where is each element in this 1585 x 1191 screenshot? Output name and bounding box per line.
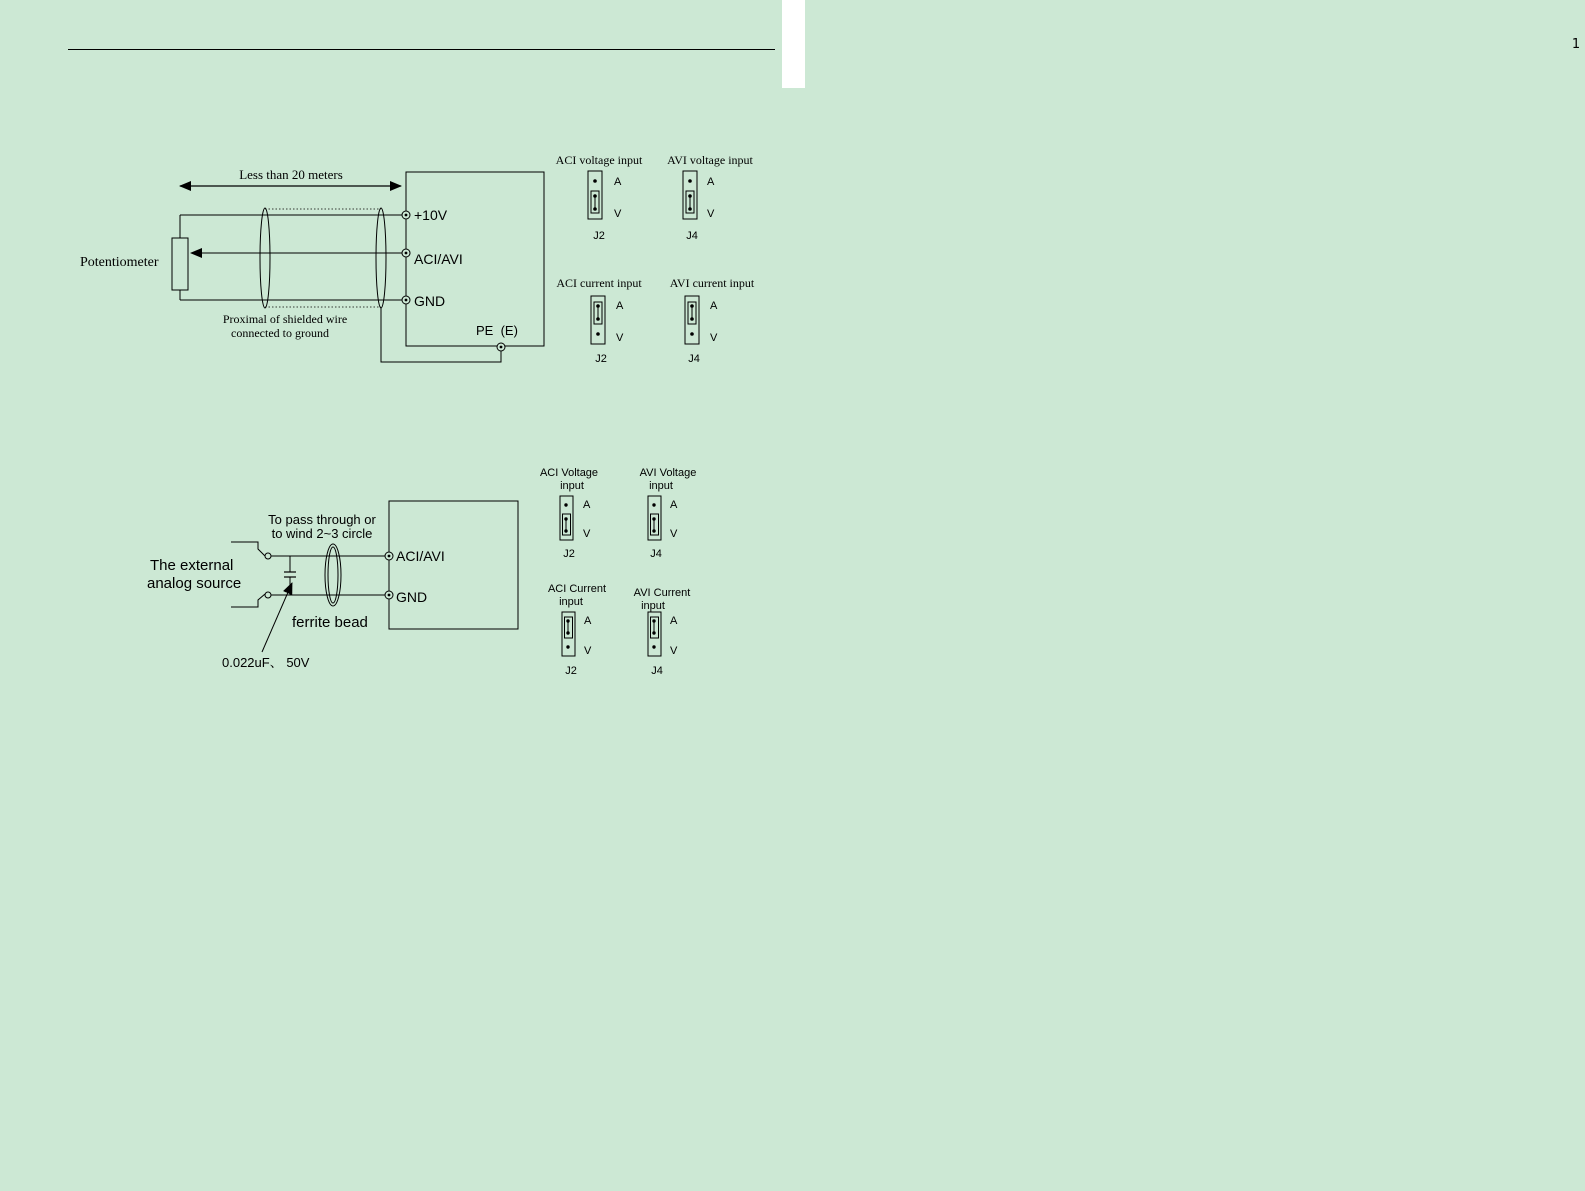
jumper-title-line2: input bbox=[649, 480, 673, 492]
jumper-title: AVI voltage input bbox=[667, 153, 753, 167]
jumper-avi-voltage bbox=[667, 153, 753, 242]
page-number: 1 bbox=[1571, 37, 1581, 52]
source-lead-bottom bbox=[231, 594, 265, 607]
shield-note-line1: Proximal of shielded wire bbox=[222, 312, 348, 326]
jumper-aci-voltage-2 bbox=[540, 467, 598, 560]
pass-note-line2: to wind 2~3 circle bbox=[271, 526, 373, 541]
terminal-10v-center bbox=[405, 214, 408, 217]
pin-a-label: A bbox=[707, 176, 715, 188]
distance-label: Less than 20 meters bbox=[239, 167, 343, 182]
pin-bottom bbox=[596, 332, 600, 336]
pin-a-label: A bbox=[584, 615, 592, 627]
pin-top bbox=[652, 503, 655, 506]
source-lead-top bbox=[231, 542, 265, 556]
pin-v-label: V bbox=[583, 528, 591, 540]
jumper-avi-current bbox=[670, 276, 755, 365]
jumper-name: J2 bbox=[595, 353, 607, 365]
pin-v-label: V bbox=[584, 645, 592, 657]
shield-ellipse-right bbox=[376, 208, 386, 308]
pin-v-label: V bbox=[707, 208, 715, 220]
jumper-name: J2 bbox=[593, 230, 605, 242]
terminal-aci-avi-label-1: ACI/AVI bbox=[414, 251, 463, 267]
jumper-title-line1: ACI Voltage bbox=[539, 467, 599, 479]
terminal-aci-avi-center-1 bbox=[405, 252, 408, 255]
shield-ellipse-left bbox=[260, 208, 270, 308]
pin-v-label: V bbox=[710, 332, 718, 344]
source-label-line2: analog source bbox=[147, 575, 242, 592]
capacitor-label: 0.022uF、 50V bbox=[222, 655, 310, 670]
diagram-external-source bbox=[147, 501, 518, 670]
potentiometer-body bbox=[172, 238, 188, 290]
jumper-title-line1: AVI Current bbox=[633, 587, 691, 599]
pin-a-label: A bbox=[616, 300, 624, 312]
diagram2-jumpers bbox=[540, 467, 696, 677]
jumper-aci-current-2 bbox=[548, 583, 606, 677]
jumper-aci-voltage bbox=[556, 153, 643, 242]
terminal-pe-center bbox=[500, 346, 503, 349]
jumper-name: J4 bbox=[686, 230, 698, 242]
shield-note-line2: connected to ground bbox=[231, 326, 329, 340]
pin-a-label: A bbox=[710, 300, 718, 312]
pin-bottom bbox=[566, 645, 569, 648]
terminal-pe-label: PE (E) bbox=[476, 323, 518, 338]
jumper-title-line1: ACI Current bbox=[547, 583, 607, 595]
pin-top bbox=[593, 179, 597, 183]
pin-bottom bbox=[652, 645, 655, 648]
pin-a-label: A bbox=[583, 499, 591, 511]
jumper-title: AVI current input bbox=[669, 276, 755, 290]
diagram1-jumpers bbox=[556, 153, 755, 365]
jumper-title: ACI voltage input bbox=[555, 153, 643, 167]
drive-box-2 bbox=[389, 501, 518, 629]
pin-v-label: V bbox=[616, 332, 624, 344]
jumper-aci-current bbox=[556, 276, 642, 365]
pass-note-line1: To pass through or bbox=[268, 512, 376, 527]
jumper-name: J4 bbox=[650, 548, 662, 560]
pin-v-label: V bbox=[670, 645, 678, 657]
jumper-name: J2 bbox=[563, 548, 575, 560]
pin-top bbox=[688, 179, 692, 183]
terminal-gnd-label-1: GND bbox=[414, 293, 446, 309]
pin-top bbox=[564, 503, 567, 506]
jumper-title-line1: AVI Voltage bbox=[639, 467, 697, 479]
jumper-name: J4 bbox=[688, 353, 700, 365]
jumper-title: ACI current input bbox=[556, 276, 642, 290]
ferrite-ring-outer bbox=[325, 544, 341, 606]
terminal-aci-avi-center-2 bbox=[388, 555, 391, 558]
source-terminal-bottom bbox=[265, 592, 271, 598]
source-terminal-top bbox=[265, 553, 271, 559]
terminal-10v-label: +10V bbox=[414, 207, 448, 223]
pin-v-label: V bbox=[614, 208, 622, 220]
jumper-title-line2: input bbox=[559, 596, 583, 608]
jumper-avi-voltage-2 bbox=[640, 467, 697, 560]
ferrite-bead-label: ferrite bead bbox=[292, 614, 368, 631]
source-label-line1: The external bbox=[150, 557, 234, 574]
potentiometer-label: Potentiometer bbox=[80, 255, 159, 270]
pin-v-label: V bbox=[670, 528, 678, 540]
jumper-avi-current-2 bbox=[634, 587, 691, 677]
jumper-title-line2: input bbox=[560, 480, 584, 492]
terminal-aci-avi-label-2: ACI/AVI bbox=[396, 548, 445, 564]
diagram-potentiometer bbox=[80, 167, 544, 362]
jumper-name: J2 bbox=[565, 665, 577, 677]
terminal-gnd-center-2 bbox=[388, 594, 391, 597]
terminal-gnd-center-1 bbox=[405, 299, 408, 302]
jumper-name: J4 bbox=[651, 665, 663, 677]
pin-a-label: A bbox=[614, 176, 622, 188]
pin-bottom bbox=[690, 332, 694, 336]
terminal-gnd-label-2: GND bbox=[396, 589, 428, 605]
pin-a-label: A bbox=[670, 615, 678, 627]
pin-a-label: A bbox=[670, 499, 678, 511]
jumper-title-line2: input bbox=[641, 600, 665, 612]
